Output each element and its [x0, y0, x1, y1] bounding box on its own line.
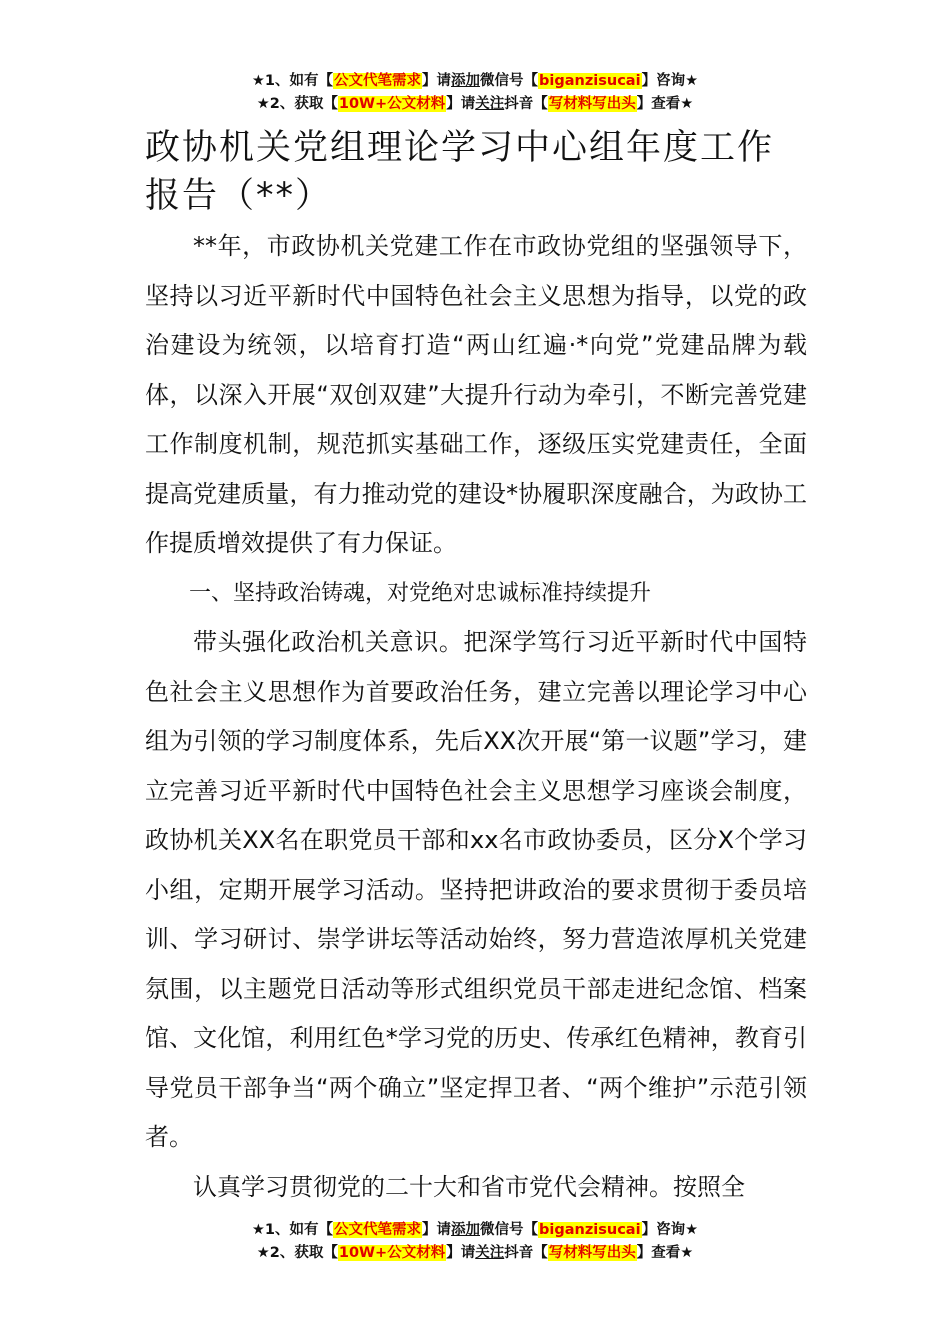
banner-highlight: 公文代笔需求	[334, 73, 422, 89]
banner-line-1: ★1、如有【公文代笔需求】请添加微信号【biganzisucai】咨询★	[251, 1222, 699, 1238]
banner-line-1: ★1、如有【公文代笔需求】请添加微信号【biganzisucai】咨询★	[251, 73, 699, 89]
banner-highlight: biganzisucai	[539, 73, 641, 89]
banner-highlight: 写材料写出头	[548, 1245, 636, 1261]
header-banner	[0, 70, 950, 116]
banner-line-2: ★2、获取【10W+公文材料】请关注抖音【写材料写出头】查看★	[256, 1245, 694, 1261]
banner-highlight: 10W+公文材料	[338, 96, 446, 112]
document-body	[145, 222, 807, 1212]
paragraph: 认真学习贯彻党的二十大和省市党代会精神。按照全	[193, 1172, 745, 1201]
banner-highlight: 10W+公文材料	[338, 1245, 446, 1261]
section-heading: 一、坚持政治铸魂，对党绝对忠诚标准持续提升	[189, 580, 652, 606]
banner-highlight: biganzisucai	[539, 1222, 641, 1238]
document-title: 政协机关党组理论学习中心组年度工作报告（**）	[145, 128, 775, 216]
banner-line-2: ★2、获取【10W+公文材料】请关注抖音【写材料写出头】查看★	[256, 96, 694, 112]
banner-highlight: 写材料写出头	[548, 96, 636, 112]
paragraph: 带头强化政治机关意识。把深学笃行习近平新时代中国特色社会主义思想作为首要政治任务，建立完善以理论学习中心组为引领的学习制度体系，先后XX次开展“第一议题”学习，建立完善习近平新时代中国特色社会主义思想学习座谈会制度，政协机关XX名在职党员干部和xx名市政协委员，区分X个学习小组，定期开展学习活动。坚持把讲政治的要求贯彻于委员培训、学习研讨、崇学讲坛等活动始终，努力营造浓厚机关党建氛围，以主题党日活动等形式组织党员干部走进纪念馆、档案馆、文化馆，利用红色*学习党的历史、传承红色精神，教育引导党员干部争当“两个确立”坚定捍卫者、“两个维护”示范引领者。	[145, 628, 807, 1151]
paragraph-intro: **年，市政协机关党建工作在市政协党组的坚强领导下，坚持以习近平新时代中国特色社会主义思想为指导，以党的政治建设为统领，以培育打造“两山红遍·*向党”党建品牌为载体，以深入开展“双创双建”大提升行动为牵引，不断完善党建工作制度机制，规范抓实基础工作，逐级压实党建责任，全面提高党建质量，有力推动党的建设*协履职深度融合，为政协工作提质增效提供了有力保证。	[145, 232, 807, 557]
footer-banner	[0, 1219, 950, 1265]
banner-highlight: 公文代笔需求	[334, 1222, 422, 1238]
